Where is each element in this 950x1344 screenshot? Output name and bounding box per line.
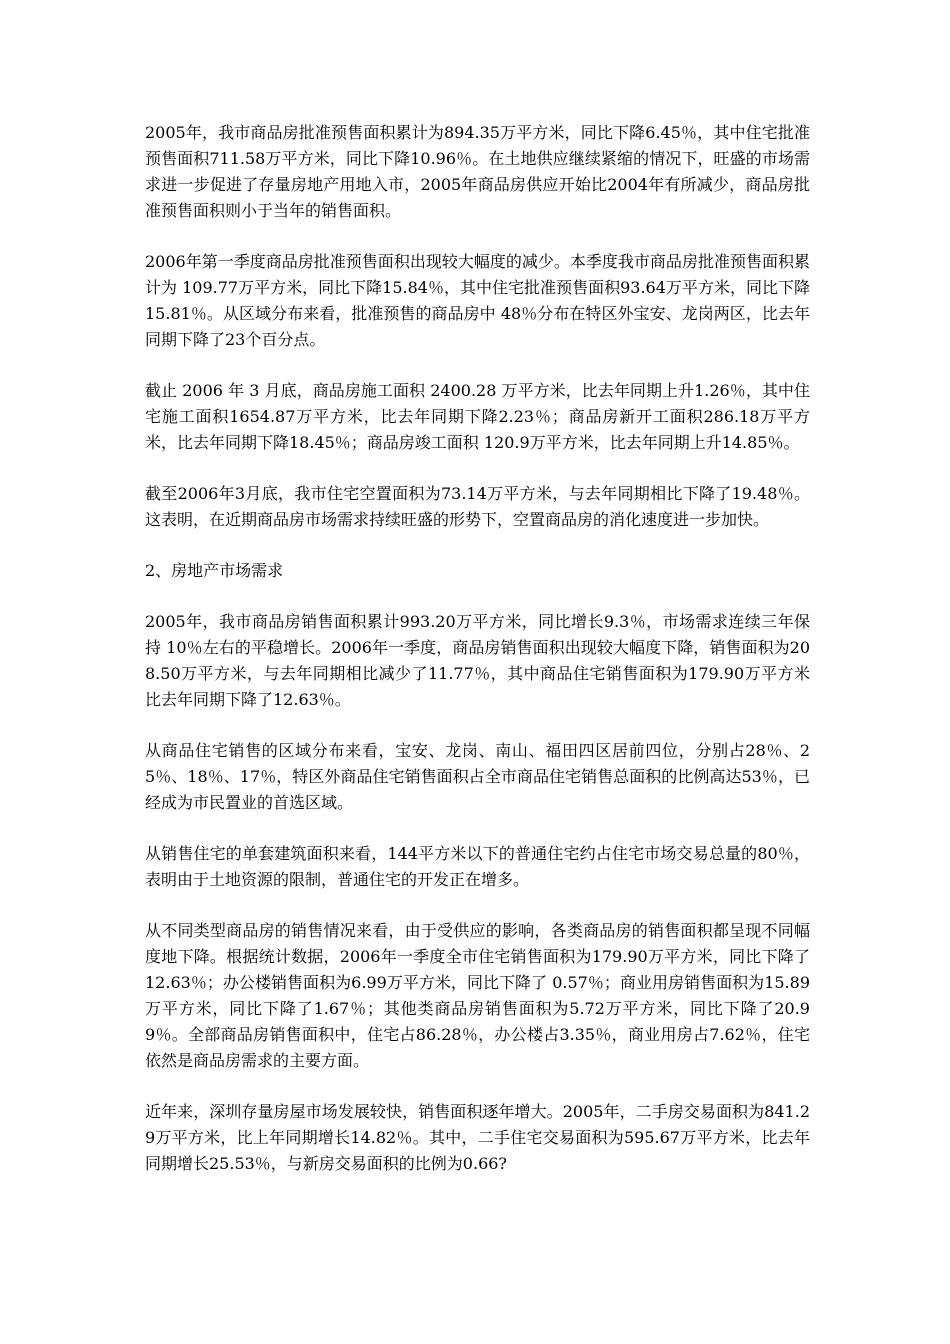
paragraph-construction-area: 截止 2006 年 3 月底，商品房施工面积 2400.28 万平方米，比去年同期上升1.26％，其中住宅施工面积1654.87万平方米，比去年同期下降2.23％；商品房新开工面积286.18万平方米，比去年同期下降18.45％；商品房竣工面积 120.9万平方米，比去年同期上升14.85％。 [145,381,810,452]
paragraph-presale-2005: 2005年，我市商品房批准预售面积累计为894.35万平方米，同比下降6.45％，其中住宅批准预售面积711.58万平方米，同比下降10.96％。在土地供应继续紧缩的情况下，旺盛的市场需求进一步促进了存量房地产用地入市，2005年商品房供应开始比2004年有所减少，商品房批准预售面积则小于当年的销售面积。 [145,123,810,220]
document-body [145,120,810,1202]
paragraph-sales-2005: 2005年，我市商品房销售面积累计993.20万平方米，同比增长9.3％，市场需求连续三年保持 10％左右的平稳增长。2006年一季度，商品房销售面积出现较大幅度下降，销售面积为208.50万平方米，与去年同期相比减少了11.77％，其中商品住宅销售面积为179.90万平方米比去年同期下降了12.63％。 [145,612,810,709]
section-heading-market-demand: 2、房地产市场需求 [145,561,284,580]
paragraph-sales-by-type: 从不同类型商品房的销售情况来看，由于受供应的影响，各类商品房的销售面积都呈现不同幅度地下降。根据统计数据，2006年一季度全市住宅销售面积为179.90万平方米，同比下降了12.63％；办公楼销售面积为6.99万平方米，同比下降了 0.57％；商业用房销售面积为15.89万平方米，同比下降了1.67％；其他类商品房销售面积为5.72万平方米，同比下降了20.99％。全部商品房销售面积中，住宅占86.28％，办公楼占3.35％，商业用房占7.62％，住宅依然是商品房需求的主要方面。 [145,921,810,1070]
paragraph-unit-size: 从销售住宅的单套建筑面积来看，144平方米以下的普通住宅约占住宅市场交易总量的80％，表明由于土地资源的限制，普通住宅的开发正在增多。 [145,844,810,889]
paragraph-presale-2006-q1: 2006年第一季度商品房批准预售面积出现较大幅度的减少。本季度我市商品房批准预售面积累计为 109.77万平方米，同比下降15.84％，其中住宅批准预售面积93.64万平方米，同比下降15.81％。从区域分布来看，批准预售的商品房中 48％分布在特区外宝安、龙岗两区，比去年同期下降了23个百分点。 [145,252,810,349]
paragraph-regional-distribution: 从商品住宅销售的区域分布来看，宝安、龙岗、南山、福田四区居前四位，分别占28％、25％、18％、17％，特区外商品住宅销售面积占全市商品住宅销售总面积的比例高达53％，已经成为市民置业的首选区域。 [145,741,810,812]
paragraph-secondhand-market: 近年来，深圳存量房屋市场发展较快，销售面积逐年增大。2005年，二手房交易面积为841.29万平方米，比上年同期增长14.82％。其中，二手住宅交易面积为595.67万平方米，比去年同期增长25.53％，与新房交易面积的比例为0.66? [145,1102,810,1173]
paragraph-vacancy: 截至2006年3月底，我市住宅空置面积为73.14万平方米，与去年同期相比下降了19.48％。这表明，在近期商品房市场需求持续旺盛的形势下，空置商品房的消化速度进一步加快。 [145,484,810,529]
